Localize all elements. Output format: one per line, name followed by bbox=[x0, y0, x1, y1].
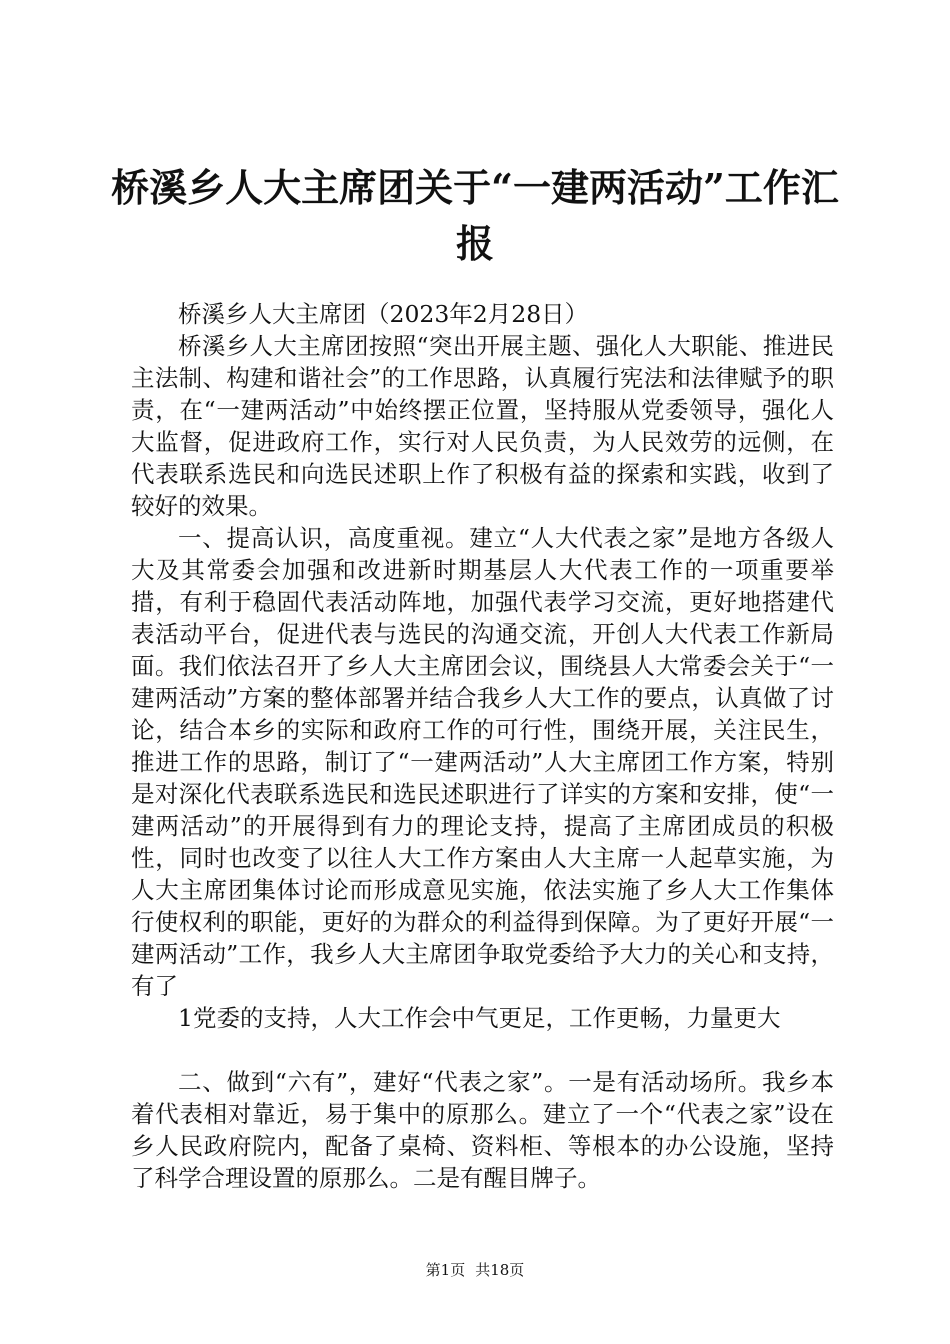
party-support-line: 1党委的支持，人大工作会中气更足，工作更畅，力量更大 bbox=[178, 1004, 781, 1032]
document-body bbox=[131, 298, 834, 1194]
author-date-line: 桥溪乡人大主席团（2023年2月28日） bbox=[178, 300, 589, 328]
document-title-line-2: 报 bbox=[455, 221, 494, 266]
page-number: 第1页 bbox=[425, 1261, 466, 1279]
section-one-paragraph: 一、提高认识，高度重视。建立“人大代表之家”是地方各级人大及其常委会加强和改进新时期基层人大代表工作的一项重要举措，有利于稳固代表活动阵地，加强代表学习交流，更好地搭建代表活动平台，促进代表与选民的沟通交流，开创人大代表工作新局面。我们依法召开了乡人大主席团会议，围绕县人大常委会关于“一建两活动”方案的整体部署并结合我乡人大工作的要点，认真做了讨论，结合本乡的实际和政府工作的可行性，围绕开展，关注民生，推进工作的思路，制订了“一建两活动”人大主席团工作方案，特别是对深化代表联系选民和选民述职进行了详实的方案和安排，使“一建两活动”的开展得到有力的理论支持，提高了主席团成员的积极性，同时也改变了以往人大工作方案由人大主席一人起草实施，为人大主席团集体讨论而形成意见实施，依法实施了乡人大工作集体行使权利的职能，更好的为群众的利益得到保障。为了更好开展“一建两活动”工作，我乡人大主席团争取党委给予大力的关心和支持，有了 bbox=[131, 524, 834, 1000]
page-footer bbox=[0, 1260, 950, 1280]
document-title-line-1: 桥溪乡人大主席团关于“一建两活动”工作汇 bbox=[111, 165, 839, 210]
section-two-paragraph: 二、做到“六有”，建好“代表之家”。一是有活动场所。我乡本着代表相对靠近，易于集中的原那么。建立了一个“代表之家”设在乡人民政府院内，配备了桌椅、资料柜、等根本的办公设施，坚持了科学合理设置的原那么。二是有醒目牌子。 bbox=[131, 1068, 834, 1192]
intro-paragraph: 桥溪乡人大主席团按照“突出开展主题、强化人大职能、推进民主法制、构建和谐社会”的工作思路，认真履行宪法和法律赋予的职责，在“一建两活动”中始终摆正位置，坚持服从党委领导，强化人大监督，促进政府工作，实行对人民负责，为人民效劳的远侧，在代表联系选民和向选民述职上作了积极有益的探索和实践，收到了较好的效果。 bbox=[131, 332, 834, 520]
page-total: 共18页 bbox=[475, 1261, 525, 1279]
